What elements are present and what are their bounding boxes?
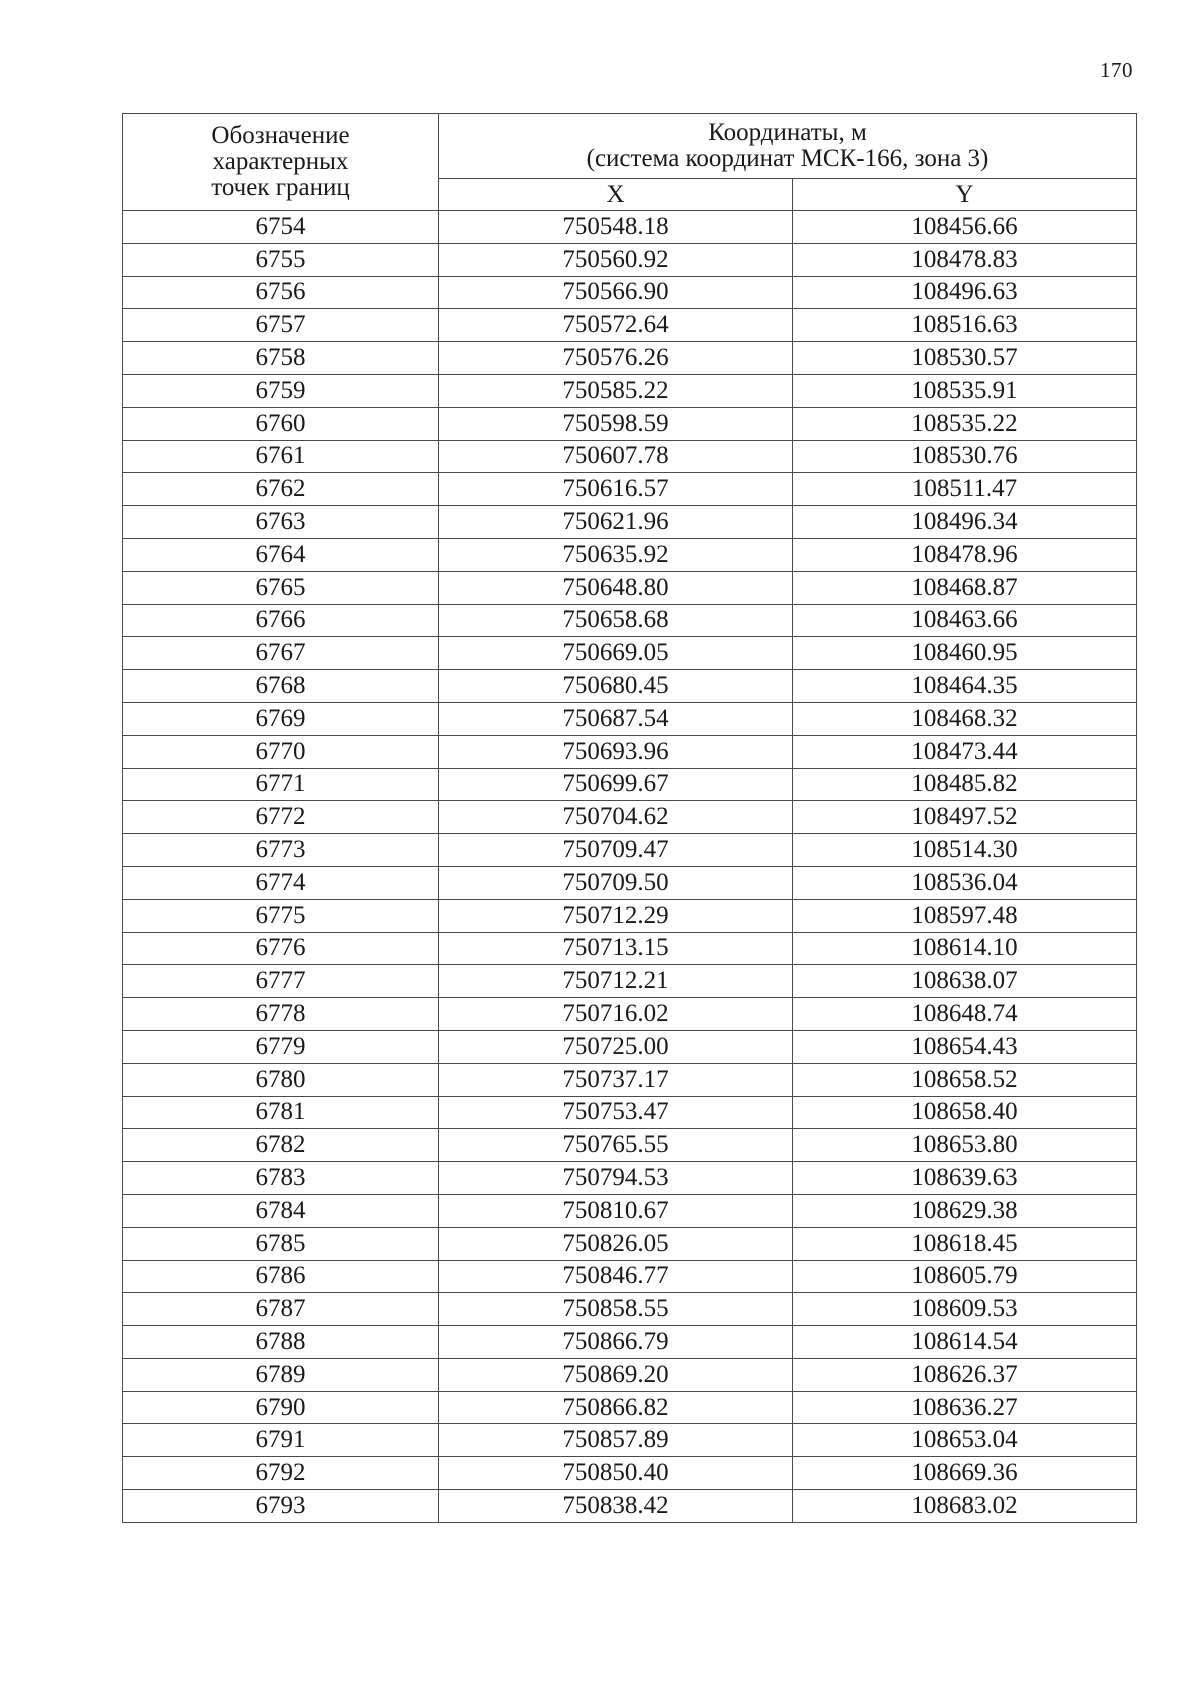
point-header-line-3: точек границ — [211, 174, 350, 201]
y-coordinate-cell: 108468.32 — [793, 702, 1137, 735]
point-cell: 6781 — [123, 1096, 439, 1129]
coordinates-table — [122, 113, 1137, 1523]
y-column-header: Y — [793, 179, 1137, 211]
table-row — [123, 1293, 1137, 1326]
point-header-line-2: характерных — [212, 148, 349, 175]
table-row — [123, 1358, 1137, 1391]
table-row — [123, 571, 1137, 604]
x-coordinate-cell: 750658.68 — [439, 604, 793, 637]
y-coordinate-cell: 108496.63 — [793, 276, 1137, 309]
x-coordinate-cell: 750709.47 — [439, 834, 793, 867]
y-coordinate-cell: 108485.82 — [793, 768, 1137, 801]
y-coordinate-cell: 108468.87 — [793, 571, 1137, 604]
table-row — [123, 768, 1137, 801]
x-coordinate-cell: 750709.50 — [439, 866, 793, 899]
x-coordinate-cell: 750838.42 — [439, 1490, 793, 1523]
point-cell: 6769 — [123, 702, 439, 735]
point-cell: 6763 — [123, 506, 439, 539]
table-header — [123, 114, 1137, 211]
x-coordinate-cell: 750846.77 — [439, 1260, 793, 1293]
x-coordinate-cell: 750621.96 — [439, 506, 793, 539]
table-row — [123, 965, 1137, 998]
table-row — [123, 670, 1137, 703]
table-row — [123, 1457, 1137, 1490]
x-coordinate-cell: 750669.05 — [439, 637, 793, 670]
point-cell: 6755 — [123, 243, 439, 276]
y-coordinate-cell: 108463.66 — [793, 604, 1137, 637]
y-coordinate-cell: 108478.96 — [793, 538, 1137, 571]
point-cell: 6770 — [123, 735, 439, 768]
x-column-header: X — [439, 179, 793, 211]
x-coordinate-cell: 750857.89 — [439, 1424, 793, 1457]
table-row — [123, 440, 1137, 473]
point-cell: 6774 — [123, 866, 439, 899]
table-row — [123, 834, 1137, 867]
y-coordinate-cell: 108683.02 — [793, 1490, 1137, 1523]
x-coordinate-cell: 750866.79 — [439, 1326, 793, 1359]
x-coordinate-cell: 750753.47 — [439, 1096, 793, 1129]
table-row — [123, 735, 1137, 768]
table-row — [123, 1030, 1137, 1063]
table-row — [123, 1490, 1137, 1523]
point-cell: 6790 — [123, 1391, 439, 1424]
point-cell: 6764 — [123, 538, 439, 571]
y-coordinate-cell: 108654.43 — [793, 1030, 1137, 1063]
point-cell: 6754 — [123, 211, 439, 244]
y-coordinate-cell: 108653.80 — [793, 1129, 1137, 1162]
point-cell: 6783 — [123, 1162, 439, 1195]
point-cell: 6766 — [123, 604, 439, 637]
x-coordinate-cell: 750869.20 — [439, 1358, 793, 1391]
x-coordinate-cell: 750607.78 — [439, 440, 793, 473]
x-coordinate-cell: 750794.53 — [439, 1162, 793, 1195]
point-cell: 6780 — [123, 1063, 439, 1096]
x-coordinate-cell: 750566.90 — [439, 276, 793, 309]
point-cell: 6776 — [123, 932, 439, 965]
point-cell: 6761 — [123, 440, 439, 473]
table-row — [123, 1096, 1137, 1129]
y-coordinate-cell: 108530.57 — [793, 342, 1137, 375]
table-row — [123, 473, 1137, 506]
table-row — [123, 604, 1137, 637]
y-coordinate-cell: 108658.52 — [793, 1063, 1137, 1096]
y-coordinate-cell: 108629.38 — [793, 1194, 1137, 1227]
x-coordinate-cell: 750616.57 — [439, 473, 793, 506]
x-coordinate-cell: 750548.18 — [439, 211, 793, 244]
x-coordinate-cell: 750712.29 — [439, 899, 793, 932]
page-number: 170 — [1100, 58, 1133, 82]
x-coordinate-cell: 750858.55 — [439, 1293, 793, 1326]
table-row — [123, 506, 1137, 539]
y-coordinate-cell: 108638.07 — [793, 965, 1137, 998]
y-coordinate-cell: 108605.79 — [793, 1260, 1137, 1293]
point-cell: 6772 — [123, 801, 439, 834]
y-coordinate-cell: 108511.47 — [793, 473, 1137, 506]
x-coordinate-cell: 750737.17 — [439, 1063, 793, 1096]
coordinates-header — [439, 114, 1137, 179]
table-row — [123, 637, 1137, 670]
y-coordinate-cell: 108639.63 — [793, 1162, 1137, 1195]
x-coordinate-cell: 750585.22 — [439, 374, 793, 407]
y-coordinate-cell: 108636.27 — [793, 1391, 1137, 1424]
table-body — [123, 211, 1137, 1523]
coordinates-header-line-2: (система координат МСК-166, зона 3) — [586, 145, 989, 172]
point-cell: 6785 — [123, 1227, 439, 1260]
y-coordinate-cell: 108514.30 — [793, 834, 1137, 867]
table-row — [123, 1227, 1137, 1260]
table-row — [123, 1162, 1137, 1195]
point-cell: 6779 — [123, 1030, 439, 1063]
x-coordinate-cell: 750648.80 — [439, 571, 793, 604]
point-cell: 6775 — [123, 899, 439, 932]
point-cell: 6768 — [123, 670, 439, 703]
point-cell: 6791 — [123, 1424, 439, 1457]
table-row — [123, 801, 1137, 834]
y-coordinate-cell: 108648.74 — [793, 998, 1137, 1031]
y-coordinate-cell: 108614.10 — [793, 932, 1137, 965]
y-coordinate-cell: 108473.44 — [793, 735, 1137, 768]
x-coordinate-cell: 750635.92 — [439, 538, 793, 571]
table-row — [123, 407, 1137, 440]
x-coordinate-cell: 750810.67 — [439, 1194, 793, 1227]
point-cell: 6762 — [123, 473, 439, 506]
table-row — [123, 211, 1137, 244]
coordinates-header-line-1: Координаты, м — [708, 119, 867, 146]
y-coordinate-cell: 108658.40 — [793, 1096, 1137, 1129]
table-row — [123, 1326, 1137, 1359]
point-header-line-1: Обозначение — [211, 122, 350, 149]
point-cell: 6784 — [123, 1194, 439, 1227]
point-cell: 6767 — [123, 637, 439, 670]
table-row — [123, 1260, 1137, 1293]
y-coordinate-cell: 108614.54 — [793, 1326, 1137, 1359]
point-cell: 6778 — [123, 998, 439, 1031]
table-row — [123, 1194, 1137, 1227]
table-row — [123, 276, 1137, 309]
y-coordinate-cell: 108597.48 — [793, 899, 1137, 932]
y-coordinate-cell: 108530.76 — [793, 440, 1137, 473]
table-row — [123, 998, 1137, 1031]
x-coordinate-cell: 750687.54 — [439, 702, 793, 735]
point-cell: 6759 — [123, 374, 439, 407]
table-row — [123, 374, 1137, 407]
table-row — [123, 932, 1137, 965]
table-row — [123, 899, 1137, 932]
point-cell: 6757 — [123, 309, 439, 342]
point-cell: 6771 — [123, 768, 439, 801]
y-coordinate-cell: 108669.36 — [793, 1457, 1137, 1490]
x-coordinate-cell: 750576.26 — [439, 342, 793, 375]
y-coordinate-cell: 108478.83 — [793, 243, 1137, 276]
x-coordinate-cell: 750560.92 — [439, 243, 793, 276]
point-cell: 6765 — [123, 571, 439, 604]
x-coordinate-cell: 750713.15 — [439, 932, 793, 965]
y-coordinate-cell: 108464.35 — [793, 670, 1137, 703]
table-row — [123, 243, 1137, 276]
point-cell: 6777 — [123, 965, 439, 998]
table-row — [123, 309, 1137, 342]
x-coordinate-cell: 750699.67 — [439, 768, 793, 801]
point-cell: 6758 — [123, 342, 439, 375]
table-row — [123, 866, 1137, 899]
y-coordinate-cell: 108618.45 — [793, 1227, 1137, 1260]
table-row — [123, 1063, 1137, 1096]
y-coordinate-cell: 108609.53 — [793, 1293, 1137, 1326]
table-row — [123, 538, 1137, 571]
x-coordinate-cell: 750765.55 — [439, 1129, 793, 1162]
x-coordinate-cell: 750850.40 — [439, 1457, 793, 1490]
y-coordinate-cell: 108496.34 — [793, 506, 1137, 539]
x-coordinate-cell: 750866.82 — [439, 1391, 793, 1424]
point-cell: 6773 — [123, 834, 439, 867]
table-row — [123, 342, 1137, 375]
x-coordinate-cell: 750693.96 — [439, 735, 793, 768]
table-row — [123, 1391, 1137, 1424]
x-coordinate-cell: 750704.62 — [439, 801, 793, 834]
point-cell: 6792 — [123, 1457, 439, 1490]
y-coordinate-cell: 108653.04 — [793, 1424, 1137, 1457]
x-coordinate-cell: 750725.00 — [439, 1030, 793, 1063]
table-row — [123, 1424, 1137, 1457]
x-coordinate-cell: 750572.64 — [439, 309, 793, 342]
y-coordinate-cell: 108456.66 — [793, 211, 1137, 244]
point-cell: 6788 — [123, 1326, 439, 1359]
y-coordinate-cell: 108536.04 — [793, 866, 1137, 899]
x-coordinate-cell: 750598.59 — [439, 407, 793, 440]
point-cell: 6756 — [123, 276, 439, 309]
y-coordinate-cell: 108516.63 — [793, 309, 1137, 342]
point-cell: 6760 — [123, 407, 439, 440]
y-coordinate-cell: 108535.22 — [793, 407, 1137, 440]
point-cell: 6782 — [123, 1129, 439, 1162]
x-coordinate-cell: 750826.05 — [439, 1227, 793, 1260]
y-coordinate-cell: 108497.52 — [793, 801, 1137, 834]
y-coordinate-cell: 108460.95 — [793, 637, 1137, 670]
x-coordinate-cell: 750712.21 — [439, 965, 793, 998]
table-row — [123, 1129, 1137, 1162]
point-cell: 6787 — [123, 1293, 439, 1326]
y-coordinate-cell: 108535.91 — [793, 374, 1137, 407]
x-coordinate-cell: 750716.02 — [439, 998, 793, 1031]
point-cell: 6793 — [123, 1490, 439, 1523]
point-cell: 6789 — [123, 1358, 439, 1391]
point-designation-header — [123, 114, 439, 211]
y-coordinate-cell: 108626.37 — [793, 1358, 1137, 1391]
point-cell: 6786 — [123, 1260, 439, 1293]
table-row — [123, 702, 1137, 735]
x-coordinate-cell: 750680.45 — [439, 670, 793, 703]
